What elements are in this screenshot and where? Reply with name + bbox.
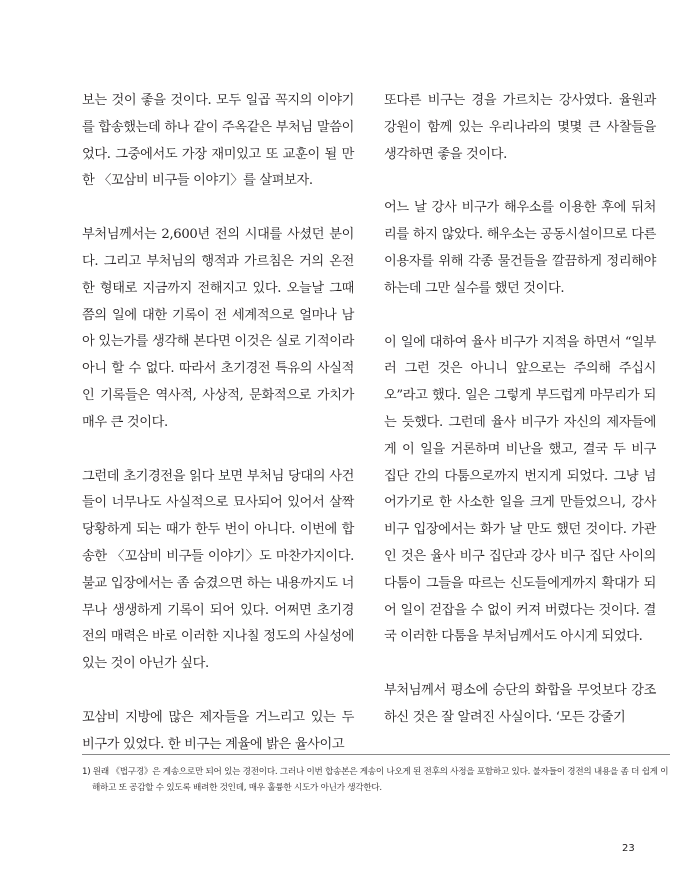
footnote-divider <box>82 754 670 755</box>
body-paragraph: 부처님께서는 2,600년 전의 시대를 사셨던 분이다. 그리고 부처님의 행적과 가르침은 거의 온전한 형태로 지금까지 전해지고 있다. 오늘날 그때 쯤의 일에 대한 기록이 전 세계적으로 얼마나 남아 있는가를 생각해 본다면 이것은 실로 기적이라 아니 할 수 없다. 따라서 초기경전 특유의 사실적인 기록들은 역사적, 사상적, 문화적으로 가치가 매우 큰 것이다. <box>82 227 354 430</box>
left-text-column <box>82 88 354 786</box>
body-paragraph: 어느 날 강사 비구가 해우소를 이용한 후에 뒤처리를 하지 않았다. 해우소는 공동시설이므로 다른 이용자를 위해 각종 물건들을 깔끔하게 정리해야 하는데 그만 실수를 했던 것이다. <box>384 200 656 296</box>
footnote: 1) 원래 《법구경》은 게송으로만 되어 있는 경전이다. 그러나 이번 합송본은 게송이 나오게 된 전후의 사정을 포함하고 있다. 불자들이 경전의 내용을 좀 더 쉽게 이해하고 또 공감할 수 있도록 배려한 것인데, 매우 훌륭한 시도가 아닌가 생각한다. <box>82 767 669 793</box>
body-paragraph: 이 일에 대하여 율사 비구가 지적을 하면서 “일부러 그런 것은 아니니 앞으로는 주의해 주십시오”라고 했다. 일은 그렇게 부드럽게 마무리가 되는 듯했다. 그런데 율사 비구가 자신의 제자들에게 이 일을 거론하며 비난을 했고, 결국 두 비구 집단 간의 다툼으로까지 번지게 되었다. 그냥 넘어가기로 한 사소한 일을 크게 만들었으니, 강사 비구 입장에서는 화가 날 만도 했던 것이다. 가관인 것은 율사 비구 집단과 강사 비구 집단 사이의 다툼이 그들을 따르는 신도들에게까지 확대가 되어 일이 걷잡을 수 없이 커져 버렸다는 것이다. 결국 이러한 다툼을 부처님께서도 아시게 되었다. <box>384 334 656 645</box>
right-text-column <box>384 88 656 759</box>
body-paragraph: 부처님께서 평소에 승단의 화합을 무엇보다 강조하신 것은 잘 알려진 사실이다. ‘모든 강줄기 <box>384 683 656 725</box>
body-paragraph: 보는 것이 좋을 것이다. 모두 일곱 꼭지의 이야기를 합송했는데 하나 같이 주옥같은 부처님 말씀이었다. 그중에서도 가장 재미있고 또 교훈이 될 만한 〈꼬삼비 비구들 이야기〉를 살펴보자. <box>82 93 354 189</box>
body-paragraph: 또다른 비구는 경을 가르치는 강사였다. 율원과 강원이 함께 있는 우리나라의 몇몇 큰 사찰들을 생각하면 좋을 것이다. <box>384 93 656 162</box>
body-paragraph: 꼬삼비 지방에 많은 제자들을 거느리고 있는 두 비구가 있었다. 한 비구는 계율에 밝은 율사이고 <box>82 709 354 752</box>
page-number: 23 <box>622 843 635 854</box>
body-paragraph: 그런데 초기경전을 읽다 보면 부처님 당대의 사건들이 너무나도 사실적으로 묘사되어 있어서 살짝 당황하게 되는 때가 한두 번이 아니다. 이번에 합송한 〈꼬삼비 비구들 이야기〉도 마찬가지이다. 불교 입장에서는 좀 숨겼으면 하는 내용까지도 너무나 생생하게 기록이 되어 있다. 어쩌면 초기경전의 매력은 바로 이러한 지나칠 정도의 사실성에 있는 것이 아닌가 싶다. <box>82 468 354 672</box>
